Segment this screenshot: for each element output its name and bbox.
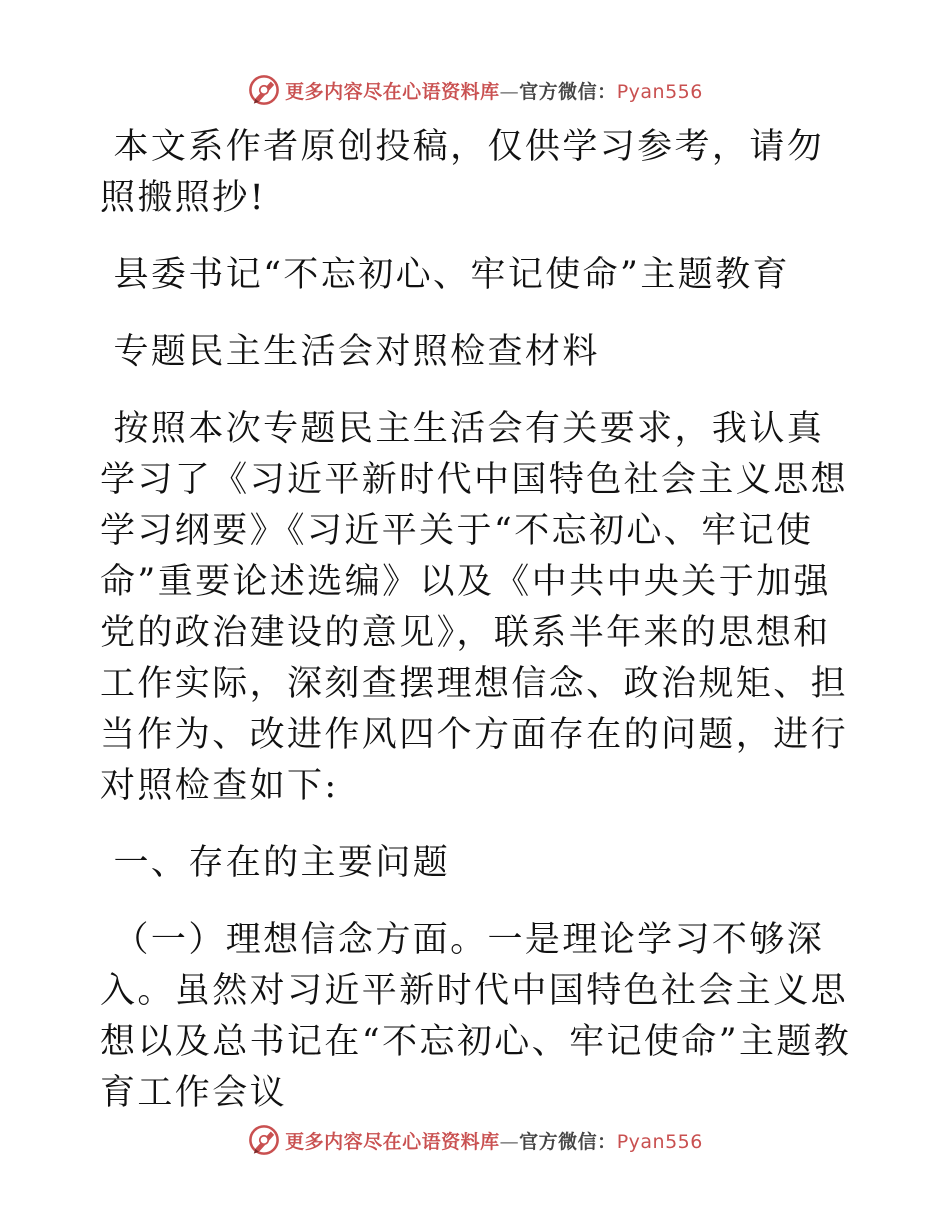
watermark-label: 官方微信： (519, 1130, 617, 1153)
title-line-2: 专题民主生活会对照检查材料 (100, 332, 600, 372)
watermark-text (285, 77, 703, 104)
header-watermark (0, 70, 950, 110)
watermark-main: 更多内容尽在心语资料库 (285, 1130, 500, 1153)
watermark-main: 更多内容尽在心语资料库 (285, 80, 500, 103)
watermark-id: Pyan556 (616, 80, 703, 103)
document-body (100, 122, 860, 1143)
title-line-1: 县委书记“不忘初心、牢记使命”主题教育 (100, 255, 790, 295)
watermark-dash: — (499, 1130, 520, 1153)
footer-watermark (0, 1120, 950, 1160)
section-heading: 一、存在的主要问题 (100, 843, 451, 883)
watermark-text (285, 1127, 703, 1154)
pen-logo-icon (247, 1123, 281, 1157)
watermark-label: 官方微信： (519, 80, 617, 103)
watermark-dash: — (499, 80, 520, 103)
watermark-id: Pyan556 (616, 1130, 703, 1153)
notice-paragraph: 本文系作者原创投稿，仅供学习参考，请勿照搬照抄! (100, 127, 825, 218)
pen-logo-icon (247, 73, 281, 107)
section-paragraph: （一）理想信念方面。一是理论学习不够深入。虽然对习近平新时代中国特色社会主义思想以及总书记在“不忘初心、牢记使命”主题教育工作会议 (100, 920, 852, 1113)
intro-paragraph: 按照本次专题民主生活会有关要求，我认真学习了《习近平新时代中国特色社会主义思想学习纲要》《习近平关于“不忘初心、牢记使命”重要论述选编》以及《中共中央关于加强党的政治建设的意见》，联系半年来的思想和工作实际，深刻查摆理想信念、政治规矩、担当作为、改进作风四个方面存在的问题，进行对照检查如下: (100, 409, 849, 806)
